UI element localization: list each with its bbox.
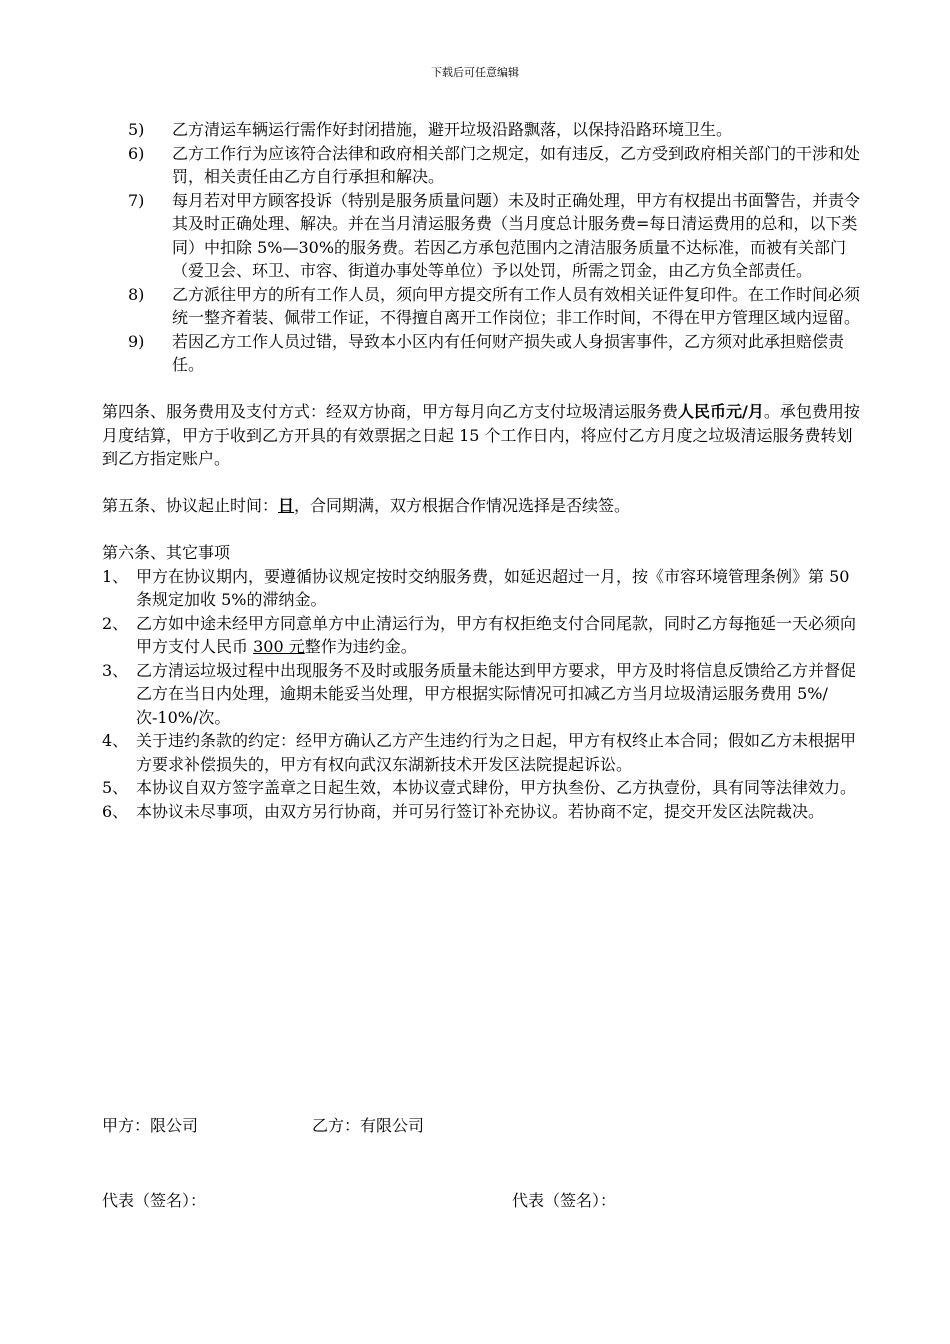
list-item xyxy=(102,565,862,612)
list-item xyxy=(102,118,862,142)
article-5-date: 日 xyxy=(278,496,295,515)
list-item xyxy=(102,330,862,377)
item-text xyxy=(136,612,862,659)
article-5 xyxy=(102,494,862,518)
item-number: 1、 xyxy=(102,566,129,586)
article-6-title: 第六条、其它事项 xyxy=(102,543,231,562)
item-text-part: 整作为违约金。 xyxy=(304,637,417,656)
list-item xyxy=(102,142,862,189)
item-text: 甲方在协议期内，要遵循协议规定按时交纳服务费，如延迟超过一月，按《市容环境管理条例》第 50 条规定加收 5%的滞纳金。 xyxy=(136,566,850,609)
item-text: 本协议自双方签字盖章之日起生效，本协议壹式肆份，甲方执叁份、乙方执壹份，具有同等法律效力。 xyxy=(136,778,857,797)
list-item xyxy=(102,800,862,824)
item-text: 乙方派往甲方的所有工作人员，须向甲方提交所有工作人员有效相关证件复印件。在工作时间必须统一整齐着装、佩带工作证，不得擅自离开工作岗位；非工作时间，不得在甲方管理区域内逗留。 xyxy=(172,284,861,327)
list-item xyxy=(102,612,862,659)
article-5-tail: ，合同期满，双方根据合作情况选择是否续签。 xyxy=(294,496,631,515)
penalty-amount: 300 元 xyxy=(253,637,305,656)
item-text: 每月若对甲方顾客投诉（特别是服务质量问题）未及时正确处理，甲方有权提出书面警告，并责令其及时正确处理、解决。并在当月清运服务费（当月度总计服务费=每日清运费用的总和，以下类同）中扣除 5%—30%的服务费。若因乙方承包范围内之清洁服务质量不达标准，而被有关部门（爱卫会、环卫、市容、街道办事处等单位）予以处罚，所需之罚金，由乙方负全部责任。 xyxy=(172,190,861,280)
item-text: 若因乙方工作人员过错，导致本小区内有任何财产损失或人身损害事件，乙方须对此承担赔偿责任。 xyxy=(172,331,845,374)
list-item xyxy=(102,283,862,330)
item-number: 6) xyxy=(128,143,145,163)
list-item xyxy=(102,189,862,283)
representative-b: 代表（签名）： xyxy=(512,1191,617,1210)
representative-a: 代表（签名）： xyxy=(102,1191,207,1210)
article-4 xyxy=(102,400,862,471)
party-a: 甲方：限公司 xyxy=(102,1116,199,1135)
item-number: 8) xyxy=(128,284,145,304)
list-item xyxy=(102,659,862,730)
duty-list xyxy=(102,118,862,377)
item-text: 本协议未尽事项，由双方另行协商，并可另行签订补充协议。若协商不定，提交开发区法院裁决。 xyxy=(136,801,825,821)
item-text: 关于违约条款的约定：经甲方确认乙方产生违约行为之日起，甲方有权终止本合同；假如乙方未根据甲方要求补偿损失的，甲方有权向武汉东湖新技术开发区法院提起诉讼。 xyxy=(136,731,857,774)
article-4-lead: 第四条、服务费用及支付方式：经双方协商，甲方每月向乙方支付垃圾清运服务费 xyxy=(102,402,679,421)
contract-body xyxy=(102,118,862,823)
item-number: 4、 xyxy=(102,731,129,750)
item-text-part: 乙方如中途未经甲方同意单方中止清运行为，甲方有权拒绝支付合同尾款，同时乙方每拖延一天必须向甲方支付人民币 xyxy=(136,613,857,656)
article-4-tail: 。承包费用按月度结算，甲方于收到乙方开具的有效票据之日起 15 个工作日内，将应付乙方月度之垃圾清运服务费转划到乙方指定账户。 xyxy=(102,402,860,468)
page-header: 下载后可任意编辑 xyxy=(431,66,519,79)
item-number: 7) xyxy=(128,190,145,210)
item-number: 9) xyxy=(128,331,145,351)
list-item xyxy=(102,729,862,776)
item-text: 乙方清运垃圾过程中出现服务不及时或服务质量未能达到甲方要求，甲方及时将信息反馈给乙方并督促乙方在当日内处理，逾期未能妥当处理，甲方根据实际情况可扣减乙方当月垃圾清运服务费用 5%/次-10%/次。 xyxy=(136,660,857,727)
item-text: 乙方清运车辆运行需作好封闭措施，避开垃圾沿路飘落，以保持沿路环境卫生。 xyxy=(172,120,733,139)
item-text: 乙方工作行为应该符合法律和政府相关部门之规定，如有违反，乙方受到政府相关部门的干涉和处罚，相关责任由乙方自行承担和解决。 xyxy=(172,143,861,186)
list-item xyxy=(102,776,862,800)
article-4-fee: 人民币元/月 xyxy=(678,402,764,421)
item-number: 2、 xyxy=(102,613,129,633)
item-number: 3、 xyxy=(102,660,129,680)
party-b: 乙方：有限公司 xyxy=(312,1116,425,1135)
article-5-lead: 第五条、协议起止时间： xyxy=(102,496,279,515)
item-number: 6、 xyxy=(102,801,129,821)
item-number: 5、 xyxy=(102,778,129,797)
other-matters-list xyxy=(102,565,862,824)
item-number: 5) xyxy=(128,120,145,139)
